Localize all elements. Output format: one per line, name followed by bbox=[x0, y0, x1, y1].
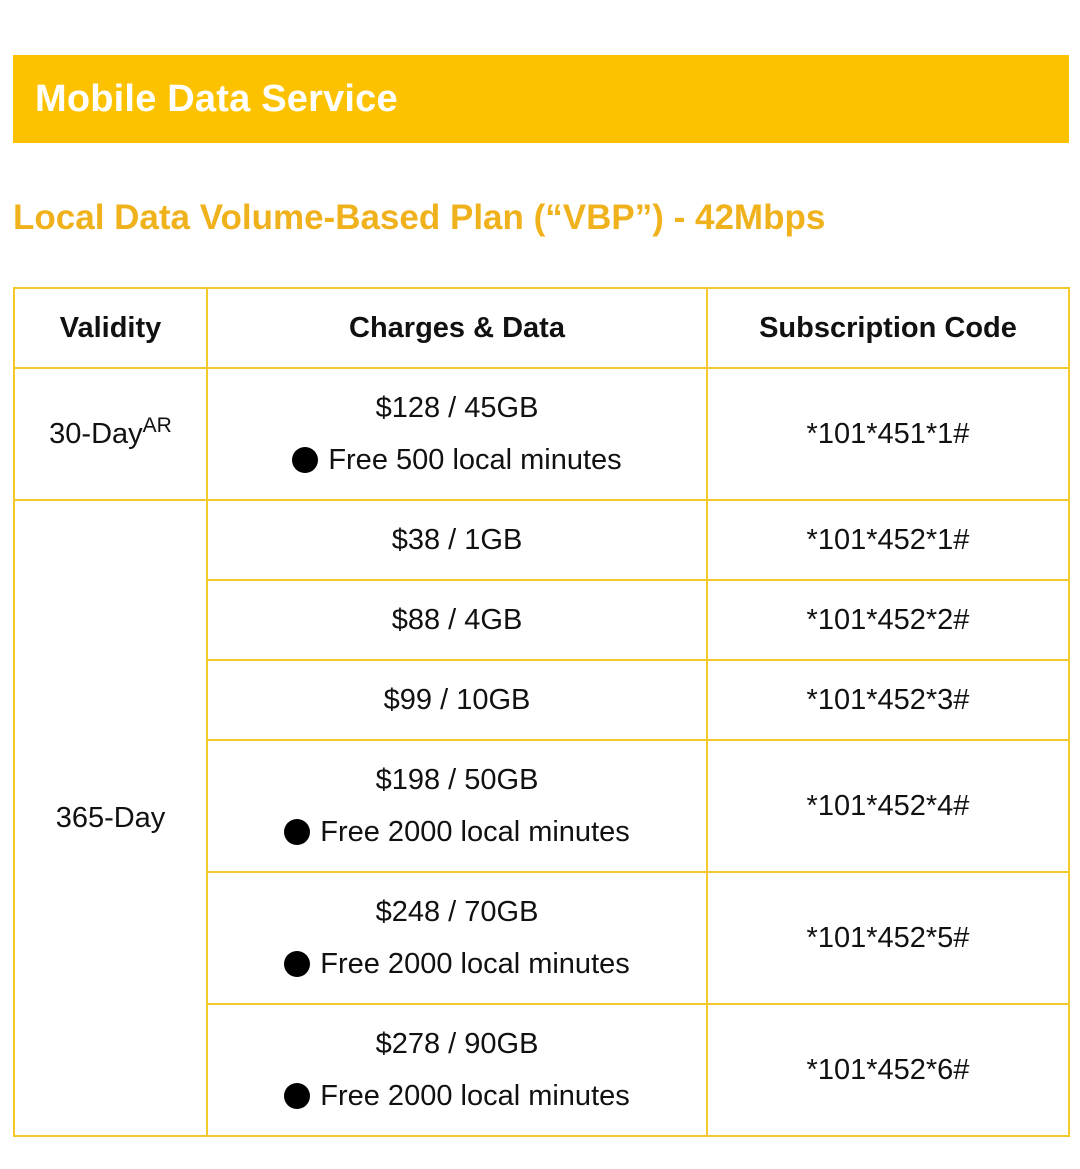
code-cell: *101*452*5# bbox=[707, 872, 1069, 1004]
table-row bbox=[14, 500, 1069, 580]
bullet-icon bbox=[292, 447, 318, 473]
charges-cell: $99 / 10GB bbox=[207, 660, 707, 740]
validity-superscript: AR bbox=[142, 413, 172, 437]
extra-benefit bbox=[284, 806, 630, 858]
code-cell: *101*452*3# bbox=[707, 660, 1069, 740]
bullet-icon bbox=[284, 819, 310, 845]
header-banner bbox=[13, 55, 1069, 143]
charges-cell: $88 / 4GB bbox=[207, 580, 707, 660]
code-cell: *101*451*1# bbox=[707, 368, 1069, 500]
charges-cell bbox=[207, 872, 707, 1004]
charges-cell bbox=[207, 368, 707, 500]
bullet-icon bbox=[284, 951, 310, 977]
extra-benefit bbox=[292, 434, 621, 486]
extra-text: Free 2000 local minutes bbox=[320, 948, 630, 980]
extra-benefit bbox=[284, 1070, 630, 1122]
charges-cell: $38 / 1GB bbox=[207, 500, 707, 580]
header-validity: Validity bbox=[14, 288, 207, 368]
header-code: Subscription Code bbox=[707, 288, 1069, 368]
code-cell: *101*452*4# bbox=[707, 740, 1069, 872]
section-title: Local Data Volume-Based Plan (“VBP”) - 42Mbps bbox=[13, 198, 826, 237]
charge-text: $198 / 50GB bbox=[375, 764, 539, 796]
table-header-row bbox=[14, 288, 1069, 368]
charges-cell bbox=[207, 1004, 707, 1136]
bullet-icon bbox=[284, 1083, 310, 1109]
code-cell: *101*452*6# bbox=[707, 1004, 1069, 1136]
charges-cell bbox=[207, 740, 707, 872]
validity-label: 30-Day bbox=[49, 417, 143, 450]
extra-text: Free 500 local minutes bbox=[328, 444, 622, 476]
charge-text: $248 / 70GB bbox=[375, 896, 539, 928]
extra-benefit bbox=[284, 938, 630, 990]
charge-text: $128 / 45GB bbox=[375, 392, 539, 424]
validity-cell: 365-Day bbox=[14, 500, 207, 1136]
page-title: Mobile Data Service bbox=[35, 77, 398, 120]
table-row bbox=[14, 368, 1069, 500]
charge-text: $278 / 90GB bbox=[375, 1028, 539, 1060]
extra-text: Free 2000 local minutes bbox=[320, 816, 630, 848]
header-charges: Charges & Data bbox=[207, 288, 707, 368]
code-cell: *101*452*1# bbox=[707, 500, 1069, 580]
validity-cell bbox=[14, 368, 207, 500]
code-cell: *101*452*2# bbox=[707, 580, 1069, 660]
extra-text: Free 2000 local minutes bbox=[320, 1080, 630, 1112]
plan-table bbox=[13, 287, 1070, 1137]
